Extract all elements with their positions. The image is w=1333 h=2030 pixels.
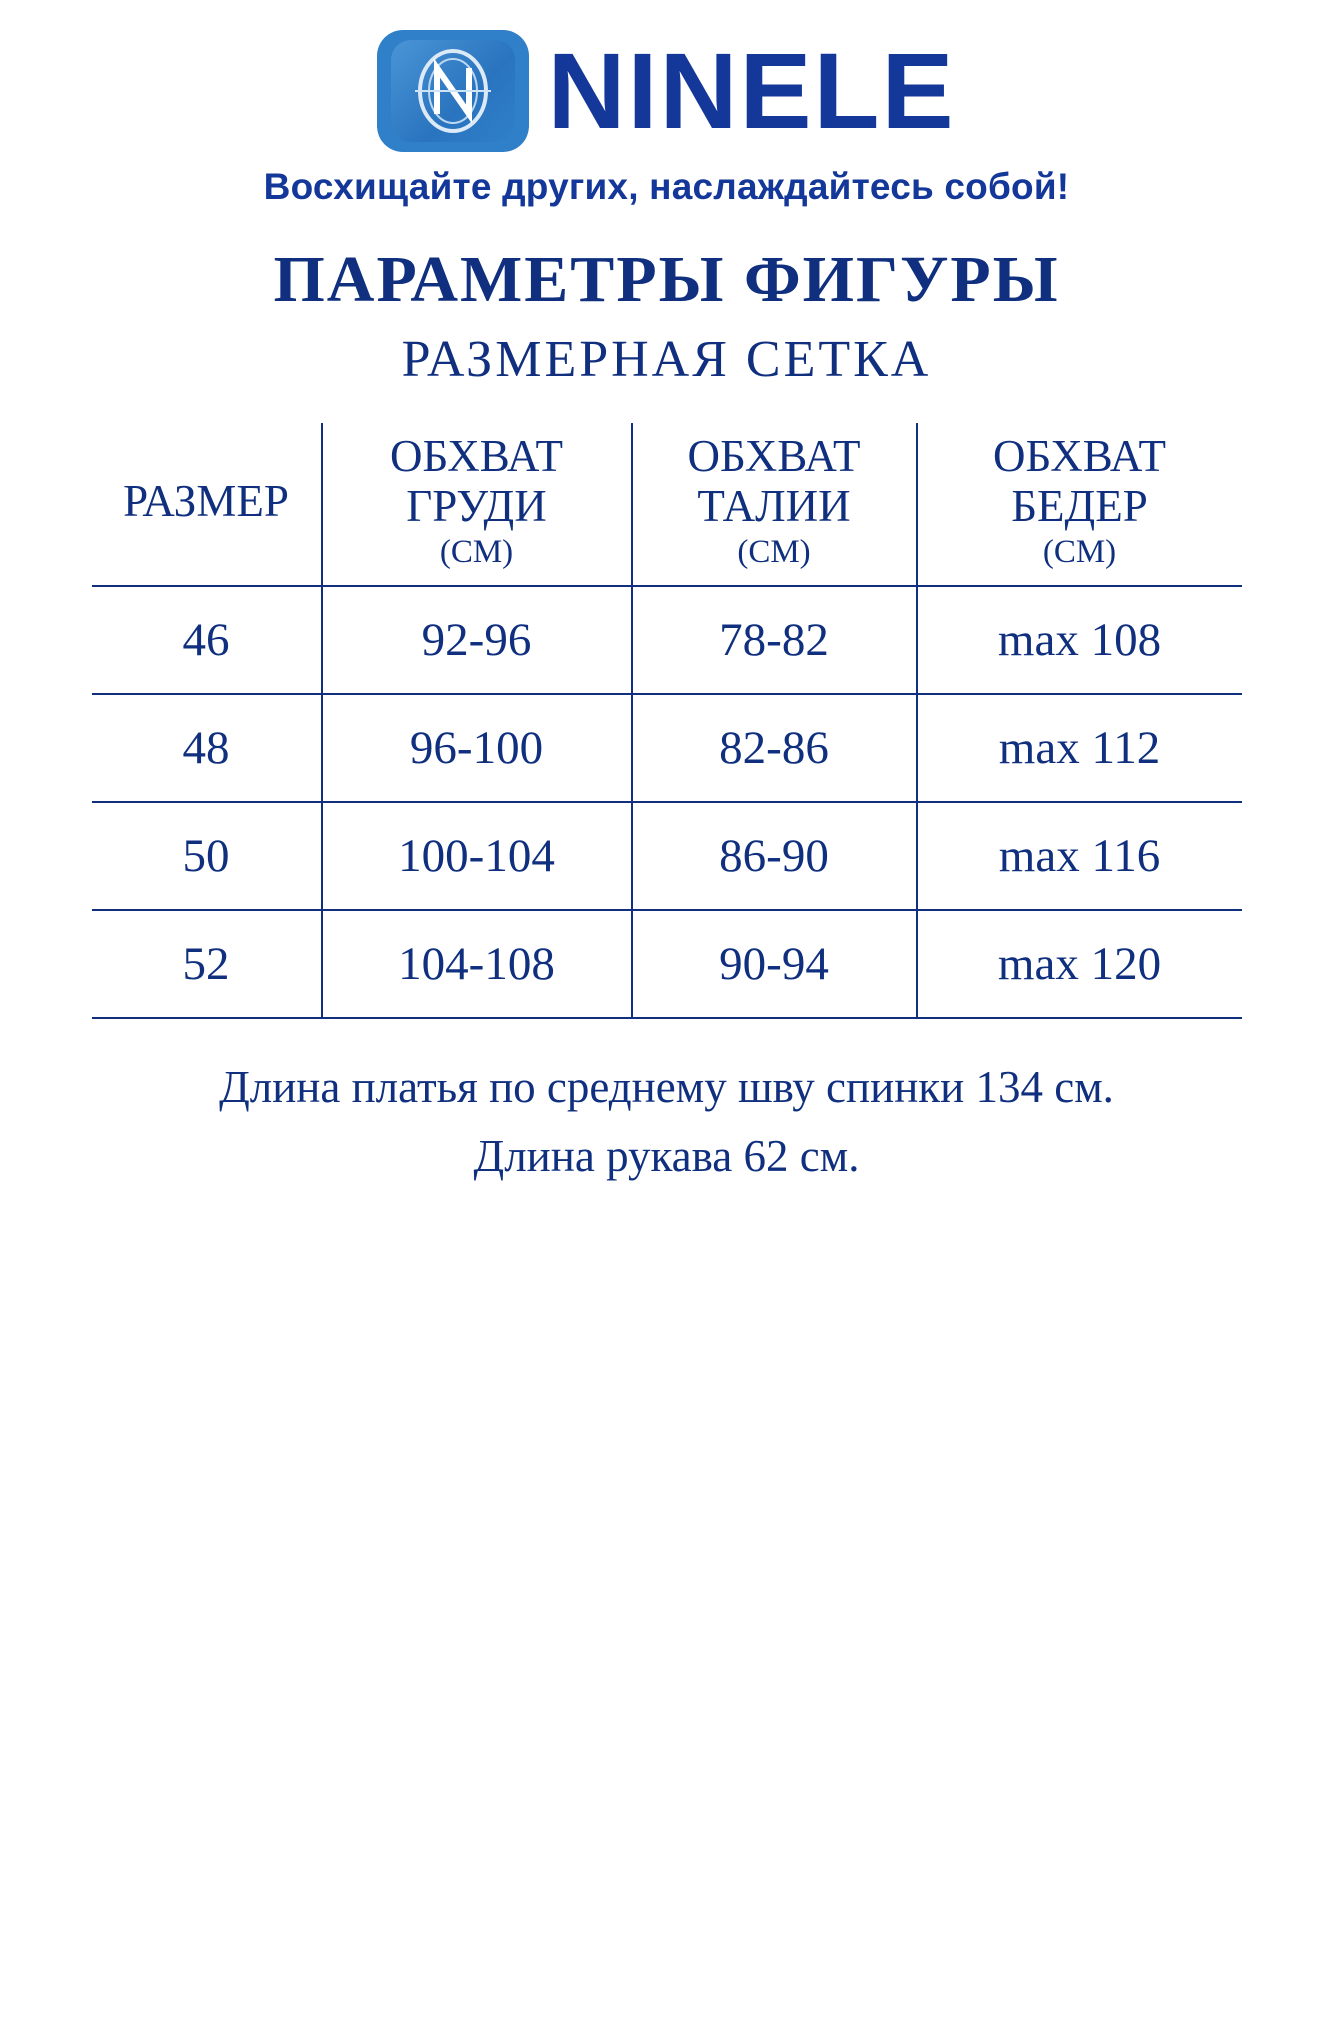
cell-hips: max 120 xyxy=(917,910,1242,1018)
cell-waist: 78-82 xyxy=(632,586,917,694)
table-row xyxy=(92,910,1242,1018)
column-header-bust-unit: (СМ) xyxy=(439,533,514,570)
size-table-wrapper xyxy=(92,423,1242,1019)
cell-waist: 90-94 xyxy=(632,910,917,1018)
ninele-monogram-icon xyxy=(377,30,529,152)
cell-bust: 104-108 xyxy=(322,910,632,1018)
cell-waist: 82-86 xyxy=(632,694,917,802)
brand-tagline: Восхищайте других, наслаждайтесь собой! xyxy=(263,166,1070,207)
size-chart-page xyxy=(0,30,1333,2030)
table-row xyxy=(92,694,1242,802)
column-header-bust xyxy=(322,423,632,586)
size-table xyxy=(92,423,1242,1019)
brand-header xyxy=(0,30,1333,208)
page-title: ПАРАМЕТРЫ ФИГУРЫ xyxy=(273,243,1060,316)
measurement-notes xyxy=(0,1053,1333,1193)
column-header-hips-unit: (СМ) xyxy=(1042,533,1117,570)
brand-wordmark: NINELE xyxy=(547,30,956,151)
page-subtitle: РАЗМЕРНАЯ СЕТКА xyxy=(401,331,932,388)
cell-size: 48 xyxy=(92,694,322,802)
table-row xyxy=(92,802,1242,910)
column-header-size xyxy=(92,423,322,586)
cell-waist: 86-90 xyxy=(632,802,917,910)
cell-size: 52 xyxy=(92,910,322,1018)
column-header-size-label: РАЗМЕР xyxy=(123,475,289,526)
column-header-hips xyxy=(917,423,1242,586)
note-dress-length: Длина платья по среднему шву спинки 134 см. xyxy=(219,1061,1114,1112)
cell-bust: 92-96 xyxy=(322,586,632,694)
cell-size: 46 xyxy=(92,586,322,694)
table-row xyxy=(92,586,1242,694)
logo-row xyxy=(377,30,955,152)
column-header-waist-label: ОБХВАТ ТАЛИИ xyxy=(687,431,861,532)
cell-hips: max 108 xyxy=(917,586,1242,694)
column-header-hips-label: ОБХВАТ БЕДЕР xyxy=(993,431,1166,532)
size-table-head xyxy=(92,423,1242,586)
note-sleeve-length: Длина рукава 62 см. xyxy=(473,1131,860,1182)
table-header-row xyxy=(92,423,1242,586)
size-table-body xyxy=(92,586,1242,1018)
column-header-waist xyxy=(632,423,917,586)
cell-hips: max 112 xyxy=(917,694,1242,802)
column-header-bust-label: ОБХВАТ ГРУДИ xyxy=(390,431,563,532)
cell-hips: max 116 xyxy=(917,802,1242,910)
cell-bust: 100-104 xyxy=(322,802,632,910)
cell-bust: 96-100 xyxy=(322,694,632,802)
cell-size: 50 xyxy=(92,802,322,910)
column-header-waist-unit: (СМ) xyxy=(737,533,811,570)
